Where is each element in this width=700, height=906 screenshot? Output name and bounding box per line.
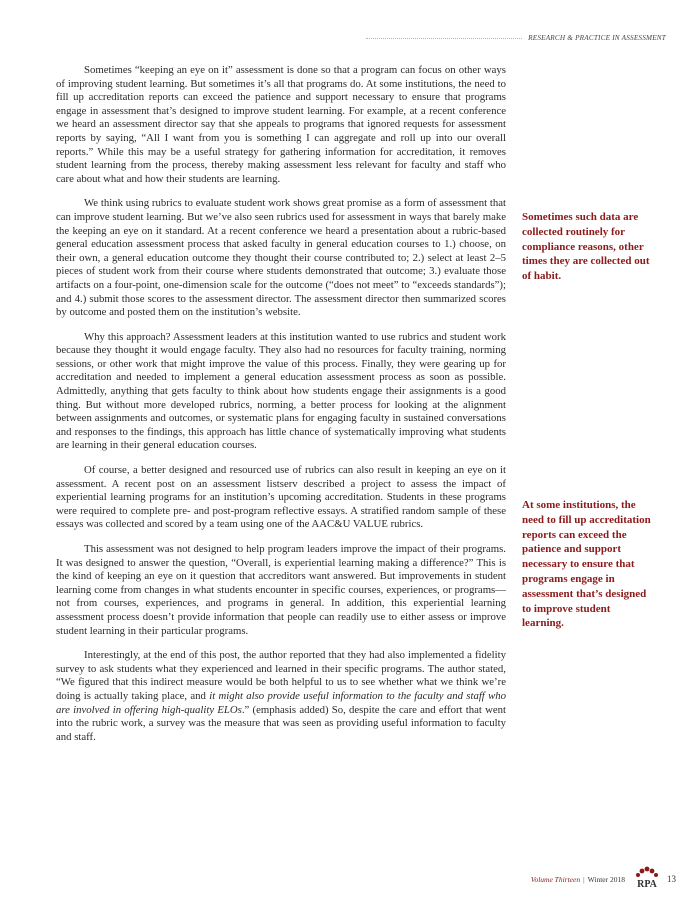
emphasized-text: it might also provide useful information to the faculty and staff who are involved in offering high-quality ELOs	[56, 689, 507, 716]
page-number: 13	[667, 874, 676, 884]
volume-label: Volume Thirteen	[530, 874, 581, 884]
paragraph-text: Why this approach? Assessment leaders at this institution wanted to use rubrics and student work because they thought it would engage faculty. They also had no resources for faculty training, norming sessions, or other work that might improve the value of this process. Finally, they were gearing up for accreditation and needed to implement a general education assessment process as soon as possible. Admittedly, anything that gets faculty to think about how students engage their assignments is a good thing. But without more developed rubrics, norming, a better process for looking at the alignment between assignments and outcomes, or systematic plans for engaging faculty in sustained conversations and responses to the findings, this approach has little chance of systematically improving what students are learning in their general education courses.	[56, 330, 506, 452]
page-footer	[531, 866, 676, 892]
svg-text:RPA: RPA	[637, 879, 657, 890]
paragraph-text: This assessment was not designed to help program leaders improve the impact of their programs. It was designed to answer the question, “Overall, is experiential learning making a difference?” This is the kind of keeping an eye on it question that accreditors want answered. But improvements in student learning come from changes in what students encounter in specific courses, experiences, or programs—not from courses, experiences, and programs in general. In addition, this experiential learning assessment process doesn’t provide information that people can readily use to either assess or improve student learning in their particular programs.	[56, 543, 506, 637]
running-header	[366, 32, 666, 44]
paragraph-text: We think using rubrics to evaluate student work shows great promise as a form of assessment that can improve student learning. But we’ve also seen rubrics used for assessment in ways that barely make the keeping an eye on it standard. At a recent conference we heard a presentation about a rubric-based general education assessment process that asked faculty in general education courses to 1.) choose, on their own, a general education outcome they thought their course contributed to; 2.) select at least 2–5 pieces of student work from their course where students demonstrated that outcome; 3.) evaluate those artifacts on a four-point, one-dimension scale for the outcome (“does not meet” to “exceeds standards”); and 4.) submit those scores to the assessment director. The assessment director then summarized scores by outcome and posted them on the institution’s website.	[56, 197, 506, 319]
pull-quote: At some institutions, the need to fill up accreditation reports can exceed the patience and support necessary to ensure that programs engage in assessment that’s designed to improve student learning.	[522, 499, 651, 630]
paragraph	[56, 64, 506, 186]
issue-label: Winter 2018	[587, 874, 625, 884]
journal-title: RESEARCH & PRACTICE IN ASSESSMENT	[528, 34, 666, 42]
paragraph-text: Sometimes “keeping an eye on it” assessment is done so that a program can focus on other ways of improving student learning. But sometimes it’s all that programs do. At some institutions, the need to fill up accreditation reports can exceed the patience and support necessary to ensure that programs engage in assessment that’s designed to improve student learning. For example, at a recent conference we heard an assessment director say that she appeals to programs that ignored requests for assessment reports by saying, “All I want from you is something I can aggregate and roll up into our overall reports.” While this may be a useful strategy for gathering information for accreditation, it removes student learning from the process, thereby making assessment less relevant for faculty and staff who care about what and how their students are learning.	[56, 64, 506, 185]
paragraph-text: Of course, a better designed and resourced use of rubrics can also result in keeping an eye on it assessment. A recent post on an assessment listserv described a project to assess the impact of experiential learning programs for an institution’s upcoming accreditation. Students in these programs were required to complete pre- and post-program reflective essays. A stratified random sample of these essays was collected and scored by a team using one of the AAC&U VALUE rubrics.	[56, 464, 506, 531]
paragraph	[56, 464, 506, 532]
paragraph	[56, 649, 506, 744]
paragraph-text: Interestingly, at the end of this post, the author reported that they had also implemented a fidelity survey to ask students what they experienced and learned in their specific programs. The author stated, “We figured that this indirect measure would be both helpful to us to see whether what we think we’re doing is actually taking place, and	[56, 649, 506, 702]
header-dotted-rule	[366, 38, 522, 39]
footer-separator: |	[583, 874, 585, 884]
paragraph	[56, 543, 506, 638]
paragraph-text: .” (emphasis added) So, despite the care and effort that went into the rubric work, a survey was the measure that was seen as providing useful information to faculty and staff.	[56, 703, 506, 743]
paragraph	[56, 197, 506, 319]
article-body	[56, 64, 506, 755]
rpa-logo-icon	[633, 866, 661, 892]
pull-quote: Sometimes such data are collected routinely for compliance reasons, other times they are collected out of habit.	[522, 211, 650, 283]
paragraph	[56, 331, 506, 453]
